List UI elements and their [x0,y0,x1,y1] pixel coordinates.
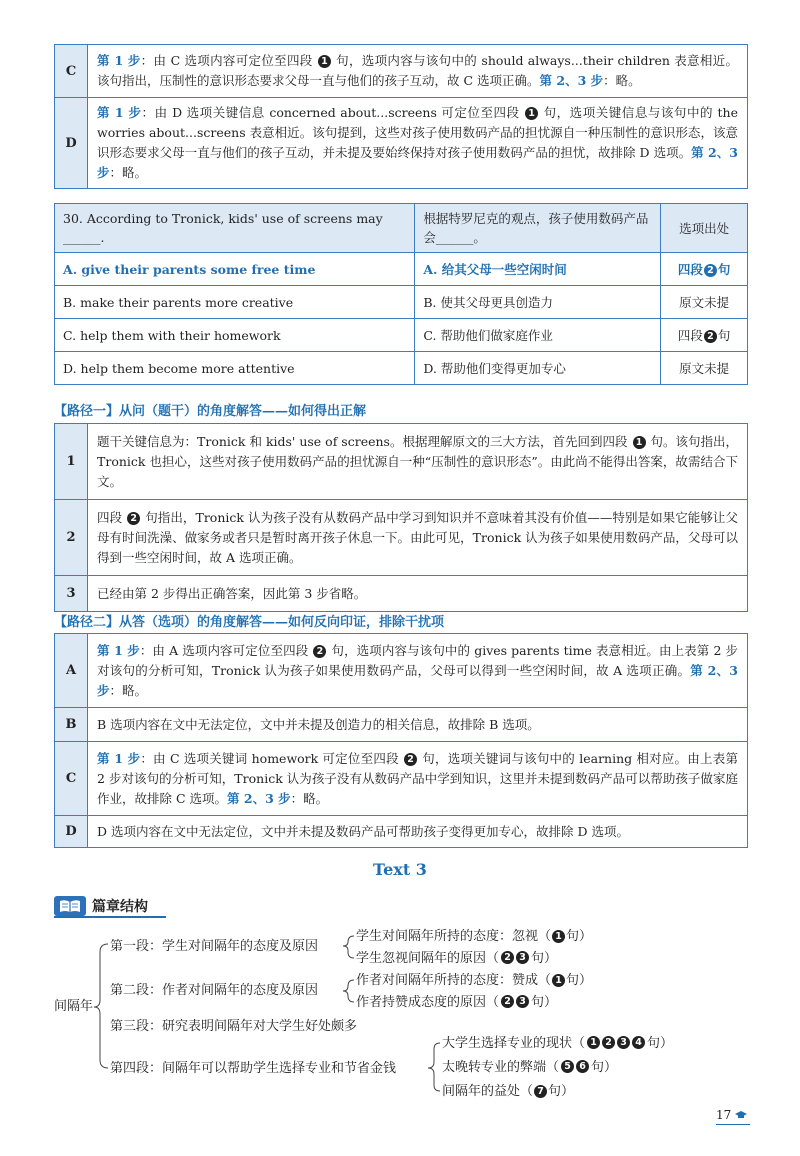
tree-para3: 第三段：研究表明间隔年对大学生好处颇多 [110,1019,358,1034]
question-table [54,203,748,385]
row-label: B [55,708,88,742]
path2-table [54,633,748,848]
top-option-table [54,44,748,189]
row-label: 1 [55,424,88,500]
structure-title-text: 篇章结构 [92,899,148,915]
page-number-underline [716,1124,750,1125]
option-source: 四段 2 句 [661,253,748,286]
tree-para2: 第二段：作者对间隔年的态度及原因 [110,983,319,998]
question-header-row [55,204,748,253]
row-label: 2 [55,500,88,576]
option-cn: D. 帮助他们变得更加专心 [415,352,661,385]
row-text: 第 1 步：由 A 选项内容可定位至四段 2 句，选项内容与该句中的 gives parents time 表意相近。由上表第 2 步对该句的分析可知，Tronick 认为孩子如果使用数码产品，父母可以得到一些空闲时间，故 A 选项正确。第 2、3 步：略。 [88,634,748,708]
option-en: B. make their parents more creative [55,286,415,319]
row-text: D 选项内容在文中无法定位，文中并未提及数码产品可帮助孩子变得更加专心，故排除 D 选项。 [88,816,748,848]
table-row [55,816,748,848]
row-text: 第 1 步：由 D 选项关键信息 concerned about...screens 可定位至四段 1 句，选项关键信息与该句中的 the worries about...screens 表意相近。该句提到，这些对孩子使用数码产品的担忧源自一种压制性的意识形态，该意识形态要求父母一直与他们的孩子互动，并未提及要始终保持对孩子使用数码产品的担忧，故排除 D 选项。第 2、3 步：略。 [88,98,748,189]
path1-heading: 【路径一】从问（题干）的角度解答——如何得出正解 [54,404,367,419]
option-cn: B. 使其父母更具创造力 [415,286,661,319]
title-underline [54,916,166,918]
row-text: 第 1 步：由 C 选项关键词 homework 可定位至四段 2 句，选项关键词与该句中的 learning 相对应。由上表第 2 步对该句的分析可知，Tronick 认为孩子没有从数码产品中学到知识，这里并未提到数码产品可以帮助孩子做家庭作业，故排除 C 选项。第 2、3 步：略。 [88,742,748,816]
tree-para4: 第四段：间隔年可以帮助学生选择专业和节省金钱 [110,1061,397,1076]
table-row [55,45,748,98]
option-row [55,352,748,385]
tree-para1: 第一段：学生对间隔年的态度及原因 [110,939,319,954]
graduation-cap-icon [735,1111,747,1119]
option-source: 原文未提 [661,286,748,319]
section-heading-text3: Text 3 [373,860,427,879]
row-text: B 选项内容在文中无法定位，文中并未提及创造力的相关信息，故排除 B 选项。 [88,708,748,742]
tree-para4-c: 间隔年的益处（ 7 句） [442,1084,575,1099]
tree-para1-a: 学生对间隔年所持的态度：忽视（ 1 句） [356,929,593,944]
row-text: 已经由第 2 步得出正确答案，因此第 3 步省略。 [88,576,748,612]
structure-title [54,895,148,917]
tree-para4-a: 大学生选择专业的现状（ 1 2 3 4 句） [442,1036,674,1051]
option-row [55,253,748,286]
row-label: C [55,742,88,816]
question-cn: 根据特罗尼克的观点，孩子使用数码产品会______。 [415,204,661,253]
tree-para2-b: 作者持赞成态度的原因（ 2 3 句） [356,995,558,1010]
tree-para2-a: 作者对间隔年所持的态度：赞成（ 1 句） [356,973,593,988]
row-label: D [55,816,88,848]
option-en: A. give their parents some free time [55,253,415,286]
page-number: 17 [716,1108,747,1122]
path1-table [54,423,748,612]
tree-root: 间隔年 [54,999,94,1014]
option-row [55,286,748,319]
option-row [55,319,748,352]
table-row [55,500,748,576]
row-text: 四段 2 句指出，Tronick 认为孩子没有从数码产品中学习到知识并不意味着其没有价值——特别是如果它能够让父母有时间洗澡、做家务或者只是暂时离开孩子休息一下。由此可见，Tronick 认为孩子如果使用数码产品，父母可以得到一些空闲时间，故 A 选项正确。 [88,500,748,576]
row-text: 第 1 步：由 C 选项内容可定位至四段 1 句，选项内容与该句中的 should always...their children 表意相近。该句指出，压制性的意识形态要求父母一直与他们的孩子互动，故 C 选项正确。第 2、3 步：略。 [88,45,748,98]
row-label: A [55,634,88,708]
option-source: 四段 2 句 [661,319,748,352]
table-row [55,576,748,612]
path2-heading: 【路径二】从答（选项）的角度解答——如何反向印证，排除干扰项 [54,615,445,630]
row-label: C [55,45,88,98]
option-cn: C. 帮助他们做家庭作业 [415,319,661,352]
question-en: 30. According to Tronick, kids' use of screens may ______. [55,204,415,253]
table-row [55,742,748,816]
table-row [55,98,748,189]
option-en: C. help them with their homework [55,319,415,352]
table-row [55,634,748,708]
row-label: 3 [55,576,88,612]
row-text: 题干关键信息为：Tronick 和 kids' use of screens。根据理解原文的三大方法，首先回到四段 1 句。该句指出，Tronick 也担心，这些对孩子使用数码产品的担忧源自一种“压制性的意识形态”。由此尚不能得出答案，故需结合下文。 [88,424,748,500]
tree-para4-b: 太晚转专业的弊端（ 5 6 句） [442,1060,618,1075]
tree-para1-b: 学生忽视间隔年的原因（ 2 3 句） [356,951,558,966]
option-en: D. help them become more attentive [55,352,415,385]
source-header: 选项出处 [661,204,748,253]
book-icon [54,896,86,916]
row-label: D [55,98,88,189]
option-cn: A. 给其父母一些空闲时间 [415,253,661,286]
option-source: 原文未提 [661,352,748,385]
table-row [55,708,748,742]
table-row [55,424,748,500]
